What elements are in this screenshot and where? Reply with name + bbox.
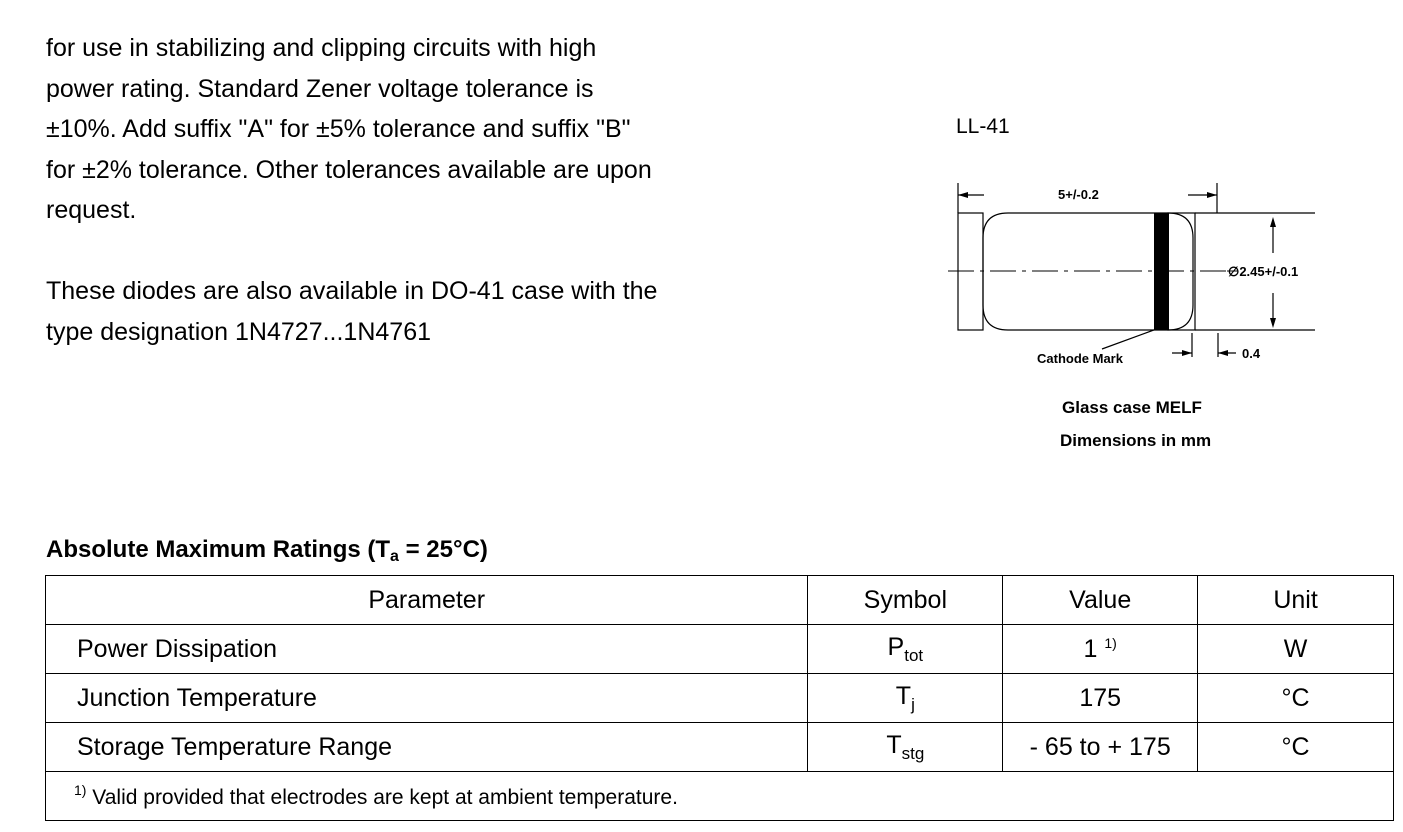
arrow-head bbox=[1207, 192, 1217, 198]
cathode-band bbox=[1154, 213, 1169, 330]
header-value: Value bbox=[1003, 576, 1198, 625]
cell-parameter: Storage Temperature Range bbox=[46, 723, 808, 772]
intro-text bbox=[46, 28, 746, 352]
cell-symbol: $T_{stg}$ bbox=[808, 723, 1003, 772]
ratings-table bbox=[45, 575, 1394, 821]
arrow-head bbox=[1270, 217, 1276, 227]
table-header-row bbox=[46, 576, 1394, 625]
intro-line: request. bbox=[46, 196, 137, 224]
header-unit: Unit bbox=[1198, 576, 1394, 625]
cell-unit: °C bbox=[1198, 723, 1394, 772]
package-drawing bbox=[940, 175, 1340, 380]
header-symbol: Symbol bbox=[808, 576, 1003, 625]
cell-parameter: Power Dissipation bbox=[46, 625, 808, 674]
cell-symbol: $T_j$ bbox=[808, 674, 1003, 723]
cell-parameter: Junction Temperature bbox=[46, 674, 808, 723]
arrow-head bbox=[1218, 350, 1228, 356]
intro-line: power rating. Standard Zener voltage tolerance is bbox=[46, 74, 594, 103]
cell-value: 175 bbox=[1003, 674, 1198, 723]
cell-unit: °C bbox=[1198, 674, 1394, 723]
package-label: LL-41 bbox=[956, 115, 1010, 138]
intro-line: type designation 1N4727...1N4761 bbox=[46, 317, 432, 346]
intro-line: These diodes are also available in DO-41 case with the bbox=[46, 277, 658, 305]
footnote: $^{1)}$ Valid provided that electrodes are kept at ambient temperature. bbox=[46, 772, 1394, 821]
intro-paragraph-1 bbox=[46, 28, 746, 231]
table-footnote-row bbox=[46, 772, 1394, 821]
table-row bbox=[46, 625, 1394, 674]
intro-line: for use in stabilizing and clipping circuits with high bbox=[46, 34, 597, 62]
dim-diameter-label: ∅2.45+/-0.1 bbox=[1228, 264, 1299, 279]
cell-value: 1 $^{1)}$ bbox=[1003, 625, 1198, 674]
arrow-head bbox=[958, 192, 968, 198]
arrow-head bbox=[1270, 318, 1276, 328]
ratings-heading: Absolute Maximum Ratings $(T_a = 25^\circ C)$ bbox=[46, 536, 488, 565]
dim-length-label: 5+/-0.2 bbox=[1058, 187, 1099, 202]
intro-paragraph-2 bbox=[46, 271, 746, 352]
cell-symbol: $P_{tot}$ bbox=[808, 625, 1003, 674]
table-row bbox=[46, 674, 1394, 723]
table-row bbox=[46, 723, 1394, 772]
cell-value: - 65 to + 175 bbox=[1003, 723, 1198, 772]
package-caption-2: Dimensions in mm bbox=[1060, 431, 1212, 450]
intro-line: for ±2% tolerance. Other tolerances available are upon bbox=[46, 155, 652, 184]
package-caption-1: Glass case MELF bbox=[1062, 398, 1202, 417]
cathode-mark-label: Cathode Mark bbox=[1037, 351, 1123, 366]
dim-cap-label: 0.4 bbox=[1242, 346, 1261, 361]
header-parameter: Parameter bbox=[46, 576, 808, 625]
intro-line: ±10%. Add suffix "A" for ±5% tolerance and suffix "B" bbox=[46, 115, 631, 143]
cell-unit: W bbox=[1198, 625, 1394, 674]
arrow-head bbox=[1182, 350, 1192, 356]
